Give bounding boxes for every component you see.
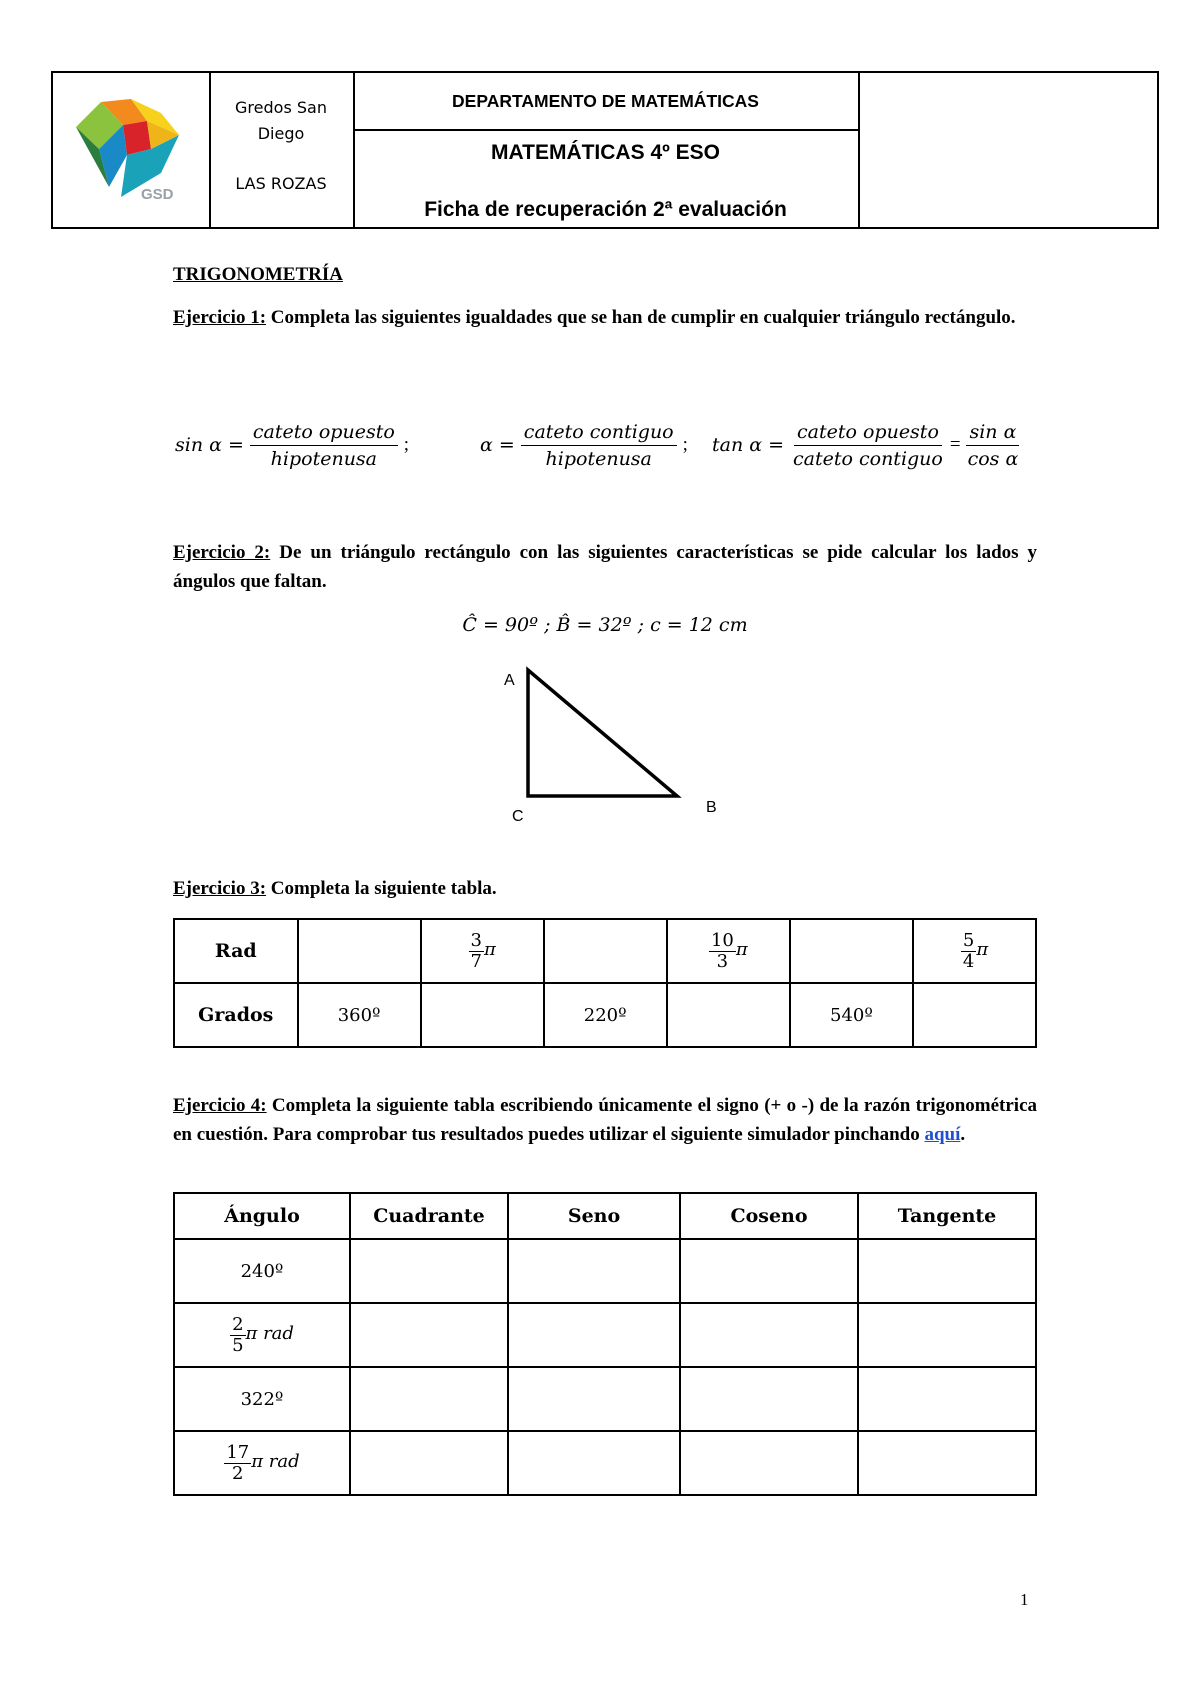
rad-cell-2[interactable] (421, 919, 544, 983)
school-line-1: Gredos San (235, 98, 327, 117)
tangente-cell-2[interactable] (858, 1303, 1036, 1367)
rad-2-num: 3 (470, 929, 482, 951)
logo-text: GSD (141, 186, 174, 203)
rad-cell-6[interactable] (913, 919, 1036, 983)
col-coseno: Coseno (680, 1193, 858, 1239)
angle-cell-4 (174, 1431, 350, 1495)
sep-2: ; (682, 434, 688, 455)
tangente-cell-3[interactable] (858, 1367, 1036, 1431)
exercise-4-text (173, 1091, 1037, 1149)
grados-cell-5[interactable]: 540º (790, 983, 913, 1047)
worksheet-title: Ficha de recuperación 2ª evaluación (424, 198, 787, 221)
coseno-cell-3[interactable] (680, 1367, 858, 1431)
angle-4-unit: π rad (251, 1450, 300, 1472)
grados-cell-2[interactable] (421, 983, 544, 1047)
exercise-4-end: . (960, 1124, 966, 1145)
page-number: 1 (1020, 1590, 1029, 1609)
grados-cell-3[interactable]: 220º (544, 983, 667, 1047)
vertex-b-label: B (706, 799, 717, 816)
sin-fraction (250, 421, 398, 470)
rad-header: Rad (174, 919, 298, 983)
exercise-1-text (173, 303, 1037, 332)
mid-numerator: cateto contiguo (521, 421, 677, 446)
angle-2-unit: π rad (245, 1322, 294, 1344)
exercise-1-formulas (175, 416, 1035, 476)
exercise-4-label: Ejercicio 4: (173, 1095, 267, 1116)
rad-6-den: 4 (962, 950, 975, 972)
table-row (174, 1239, 1036, 1303)
table-row (174, 1431, 1036, 1495)
tan-fraction-2 (965, 421, 1022, 470)
vertex-c-label: C (512, 808, 524, 825)
sep-1: ; (403, 434, 410, 455)
school-logo (61, 87, 191, 207)
school-line-3: LAS ROZAS (235, 174, 327, 193)
tangente-cell-1[interactable] (858, 1239, 1036, 1303)
sign-table-header (174, 1193, 1036, 1239)
exercise-2-label: Ejercicio 2: (173, 542, 271, 563)
vertex-a-label: A (504, 672, 515, 689)
conversion-row-grados (174, 983, 1036, 1047)
rad-6-pi: π (976, 938, 989, 960)
exercise-4-statement: Completa la siguiente tabla escribiendo únicamente el signo (+ o -) de la razón trigonométrica en cuestión. Para comprobar tus resultados puedes utilizar el siguiente simulador pinchando (173, 1095, 1037, 1145)
table-row (174, 1367, 1036, 1431)
mid-denominator: hipotenusa (545, 447, 652, 470)
col-seno: Seno (508, 1193, 680, 1239)
mid-fraction (521, 421, 677, 470)
coseno-cell-1[interactable] (680, 1239, 858, 1303)
grados-cell-4[interactable] (667, 983, 790, 1047)
tan-equals: = (949, 434, 961, 455)
tan-denominator: cateto contiguo (793, 447, 943, 470)
tan-fraction (790, 421, 946, 470)
department-title: DEPARTAMENTO DE MATEMÁTICAS (452, 91, 759, 111)
tan-lhs: tan α = (712, 434, 785, 456)
cuadrante-cell-4[interactable] (350, 1431, 508, 1495)
angle-2-num: 2 (232, 1313, 244, 1335)
cuadrante-cell-3[interactable] (350, 1367, 508, 1431)
section-title: TRIGONOMETRÍA (173, 264, 343, 285)
angle-cell-3: 322º (174, 1367, 350, 1431)
sin-denominator: hipotenusa (270, 447, 378, 470)
seno-cell-4[interactable] (508, 1431, 680, 1495)
exercise-1-label: Ejercicio 1: (173, 307, 267, 328)
table-row (174, 1303, 1036, 1367)
cuadrante-cell-1[interactable] (350, 1239, 508, 1303)
mid-lhs: α = (480, 434, 515, 456)
tangente-cell-4[interactable] (858, 1431, 1036, 1495)
course-title: MATEMÁTICAS 4º ESO (491, 141, 720, 164)
angle-2-den: 5 (232, 1334, 244, 1356)
sin-numerator: cateto opuesto (250, 421, 398, 446)
grados-cell-6[interactable] (913, 983, 1036, 1047)
exercise-2-text (173, 538, 1037, 596)
angle-4-den: 2 (232, 1462, 244, 1484)
cuadrante-cell-2[interactable] (350, 1303, 508, 1367)
exercise-3-label: Ejercicio 3: (173, 878, 267, 899)
triangle-figure (495, 660, 735, 840)
seno-cell-3[interactable] (508, 1367, 680, 1431)
rad-4-den: 3 (716, 950, 729, 972)
angle-cell-1: 240º (174, 1239, 350, 1303)
rad-cell-3[interactable] (544, 919, 667, 983)
col-tangente: Tangente (858, 1193, 1036, 1239)
seno-cell-1[interactable] (508, 1239, 680, 1303)
seno-cell-2[interactable] (508, 1303, 680, 1367)
header-box (51, 71, 1159, 229)
tan-numerator: cateto opuesto (794, 421, 942, 446)
rad-cell-1[interactable] (298, 919, 421, 983)
conversion-row-rad (174, 919, 1036, 983)
coseno-cell-2[interactable] (680, 1303, 858, 1367)
sin-lhs: sin α = (175, 434, 244, 456)
sign-table (173, 1192, 1037, 1496)
tan-denominator-2: cos α (967, 447, 1019, 470)
exercise-3-text (173, 874, 497, 903)
exercise-3-statement: Completa la siguiente tabla. (266, 878, 497, 899)
exercise-2-statement: De un triángulo rectángulo con las siguientes características se pide calcular los lados y ángulos que faltan. (173, 542, 1038, 592)
angle-4-num: 17 (226, 1441, 250, 1463)
simulator-link[interactable]: aquí (924, 1124, 961, 1145)
exercise-1-statement: Completa las siguientes igualdades que se han de cumplir en cualquier triángulo rectángulo. (266, 307, 1016, 328)
coseno-cell-4[interactable] (680, 1431, 858, 1495)
grados-cell-1[interactable]: 360º (298, 983, 421, 1047)
tan-numerator-2: sin α (966, 421, 1019, 446)
col-angulo: Ángulo (174, 1193, 350, 1239)
rad-6-num: 5 (962, 929, 975, 951)
school-line-2: Diego (257, 124, 305, 143)
rad-cell-4[interactable] (667, 919, 790, 983)
col-cuadrante: Cuadrante (350, 1193, 508, 1239)
grados-header: Grados (174, 983, 298, 1047)
conversion-table (173, 918, 1037, 1048)
rad-4-num: 10 (710, 929, 734, 951)
school-name (211, 95, 351, 197)
rad-4-pi: π (735, 938, 748, 960)
exercise-2-given: Ĉ = 90º ; B̂ = 32º ; c = 12 cm (462, 614, 748, 636)
angle-cell-2 (174, 1303, 350, 1367)
rad-2-pi: π (483, 938, 496, 960)
rad-cell-5[interactable] (790, 919, 913, 983)
rad-2-den: 7 (470, 950, 482, 972)
